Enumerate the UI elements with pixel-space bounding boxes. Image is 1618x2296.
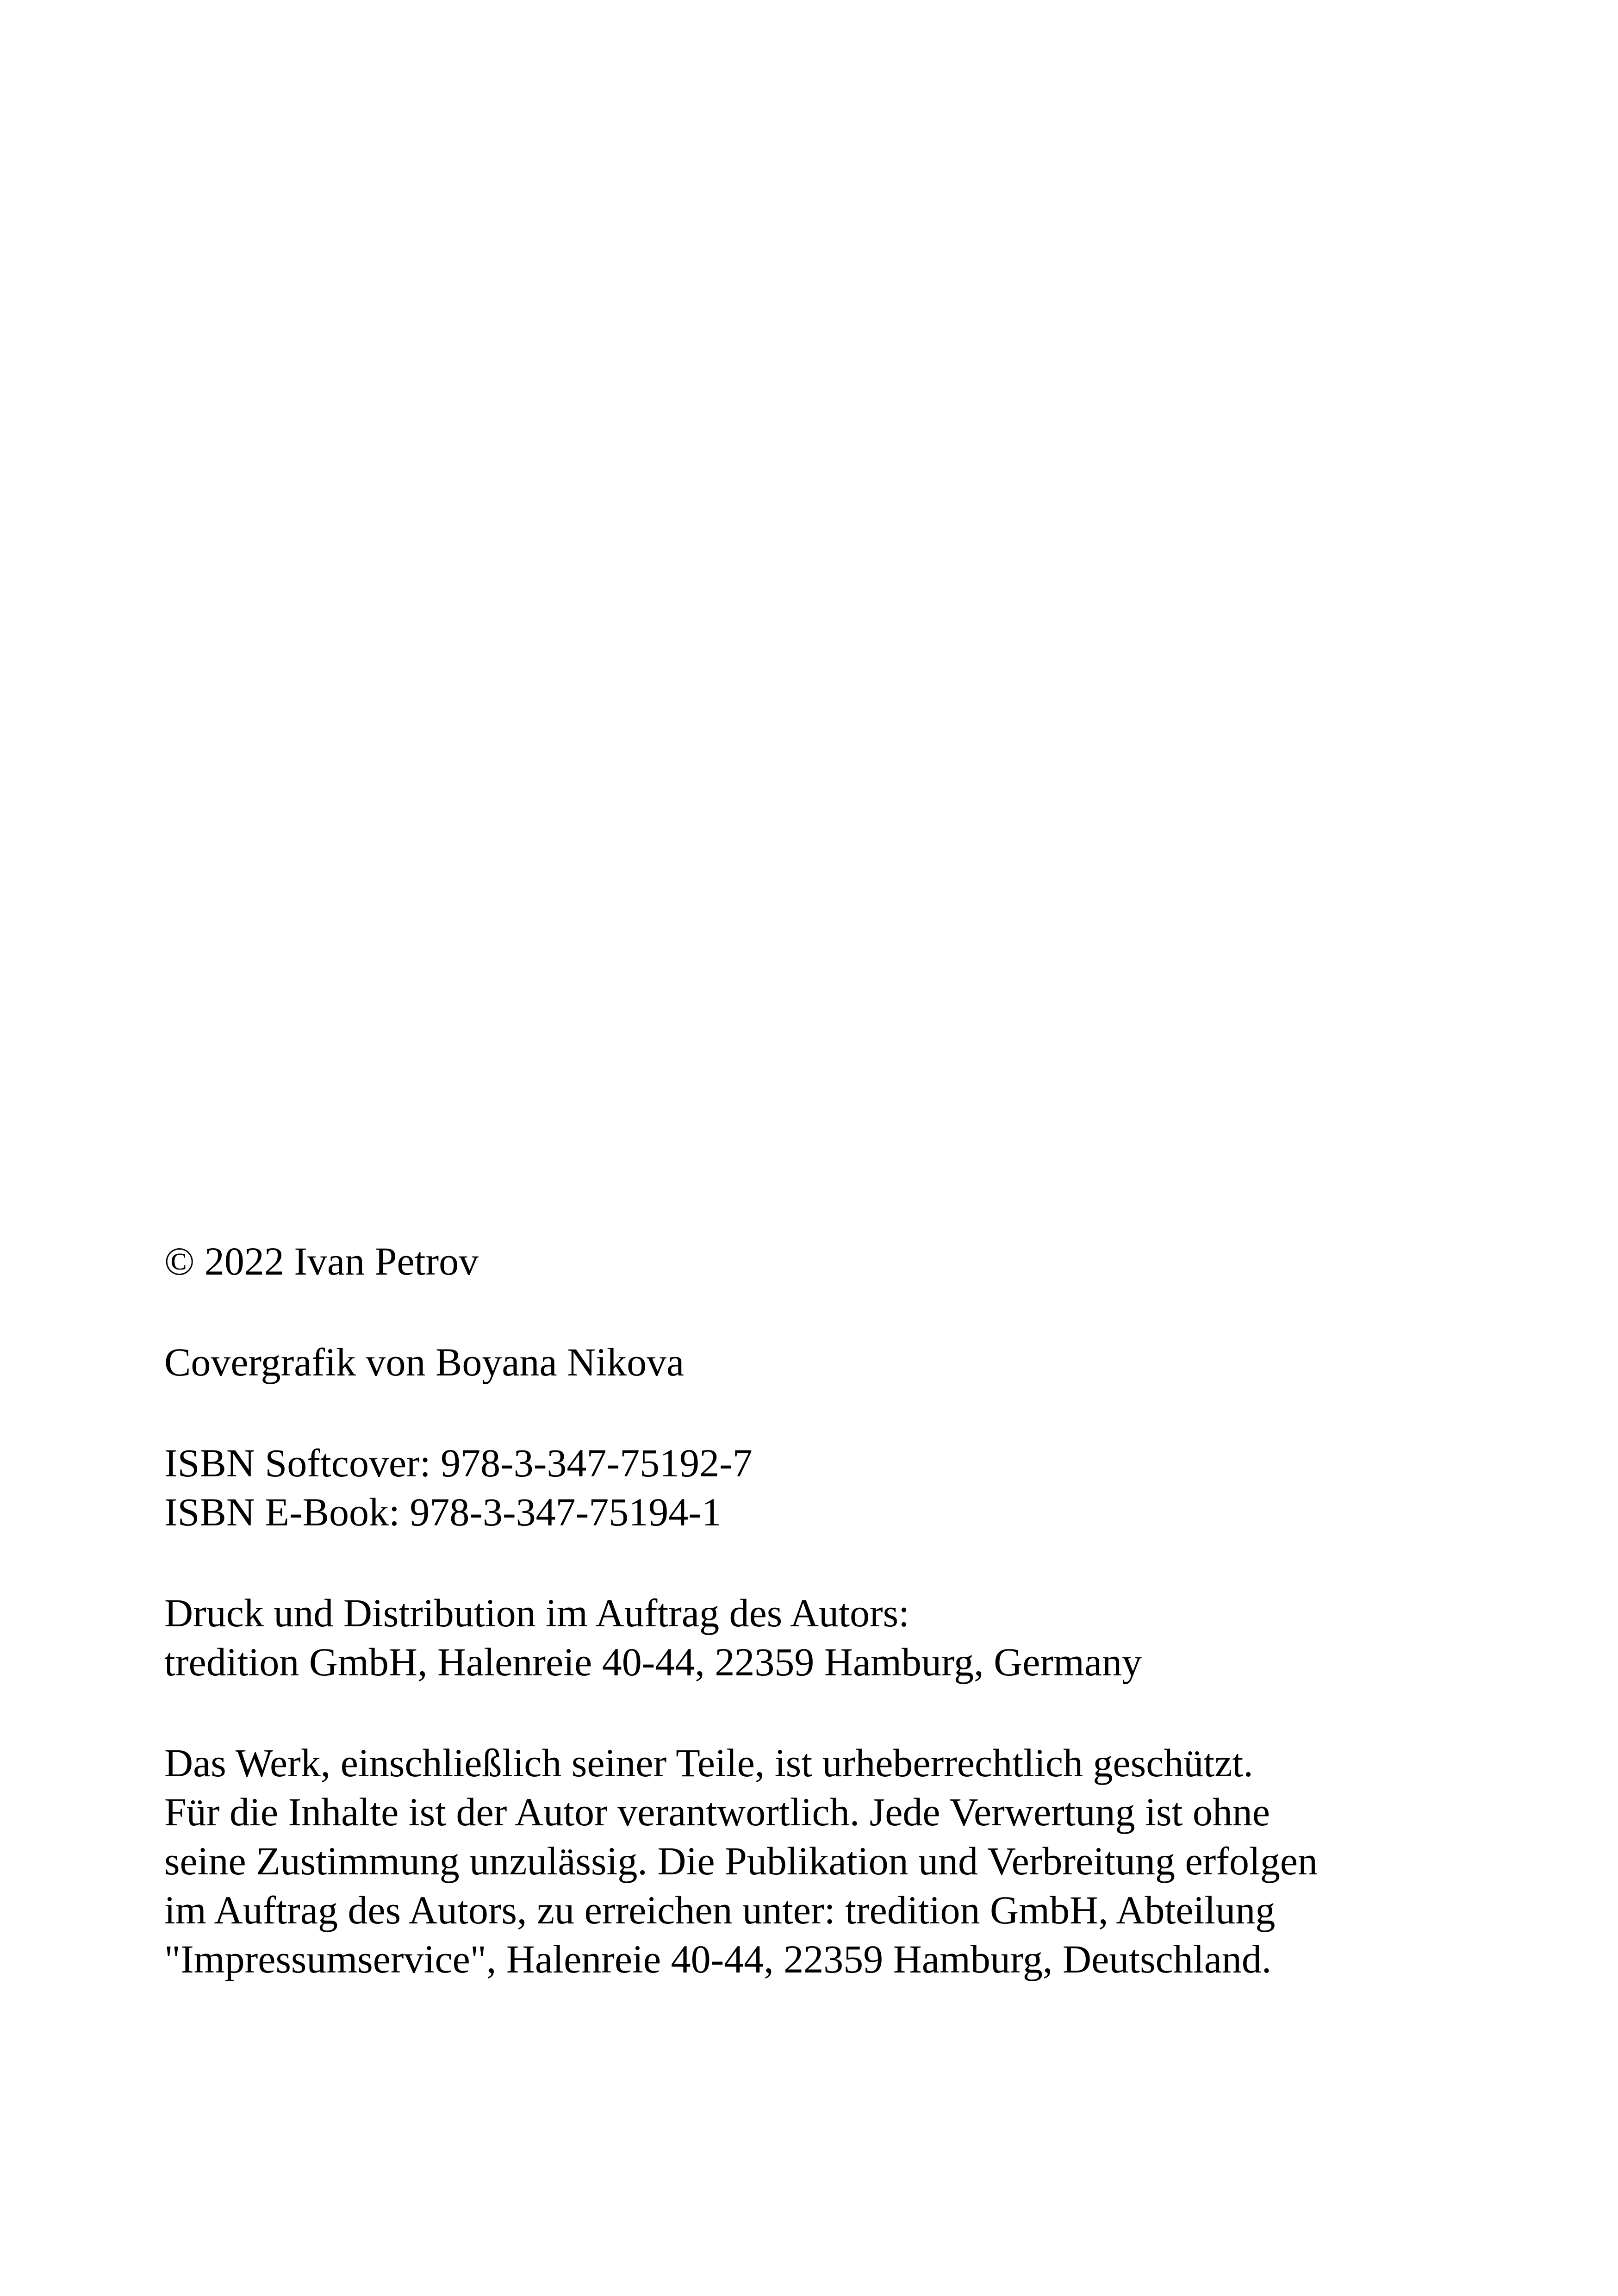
- isbn-block: [164, 1438, 1553, 1537]
- cover-credit: [164, 1338, 1553, 1387]
- copyright-line: © 2022 Ivan Petrov: [164, 1239, 479, 1283]
- legal-line: Das Werk, einschließlich seiner Teile, ist urheberrechtlich geschützt.: [164, 1741, 1253, 1785]
- legal-line: seine Zustimmung unzulässig. Die Publikation und Verbreitung erfolgen: [164, 1839, 1318, 1883]
- spacer: [164, 1286, 1553, 1338]
- spacer: [164, 1537, 1553, 1588]
- publisher-address: tredition GmbH, Halenreie 40-44, 22359 Hamburg, Germany: [164, 1640, 1142, 1684]
- legal-notice: [164, 1738, 1553, 1984]
- copyright-notice: [164, 1237, 1553, 1286]
- legal-line: im Auftrag des Autors, zu erreichen unter: tredition GmbH, Abteilung: [164, 1888, 1276, 1932]
- imprint-section: [164, 1237, 1553, 1984]
- spacer: [164, 1686, 1553, 1738]
- legal-line: Für die Inhalte ist der Autor verantwortlich. Jede Verwertung ist ohne: [164, 1790, 1270, 1834]
- legal-line: "Impressumservice", Halenreie 40-44, 22359 Hamburg, Deutschland.: [164, 1937, 1272, 1981]
- isbn-softcover: ISBN Softcover: 978-3-347-75192-7: [164, 1441, 753, 1485]
- distribution-block: [164, 1588, 1553, 1686]
- spacer: [164, 1387, 1553, 1438]
- distribution-line: Druck und Distribution im Auftrag des Autors:: [164, 1591, 909, 1635]
- cover-credit-line: Covergrafik von Boyana Nikova: [164, 1340, 685, 1384]
- isbn-ebook: ISBN E-Book: 978-3-347-75194-1: [164, 1490, 722, 1534]
